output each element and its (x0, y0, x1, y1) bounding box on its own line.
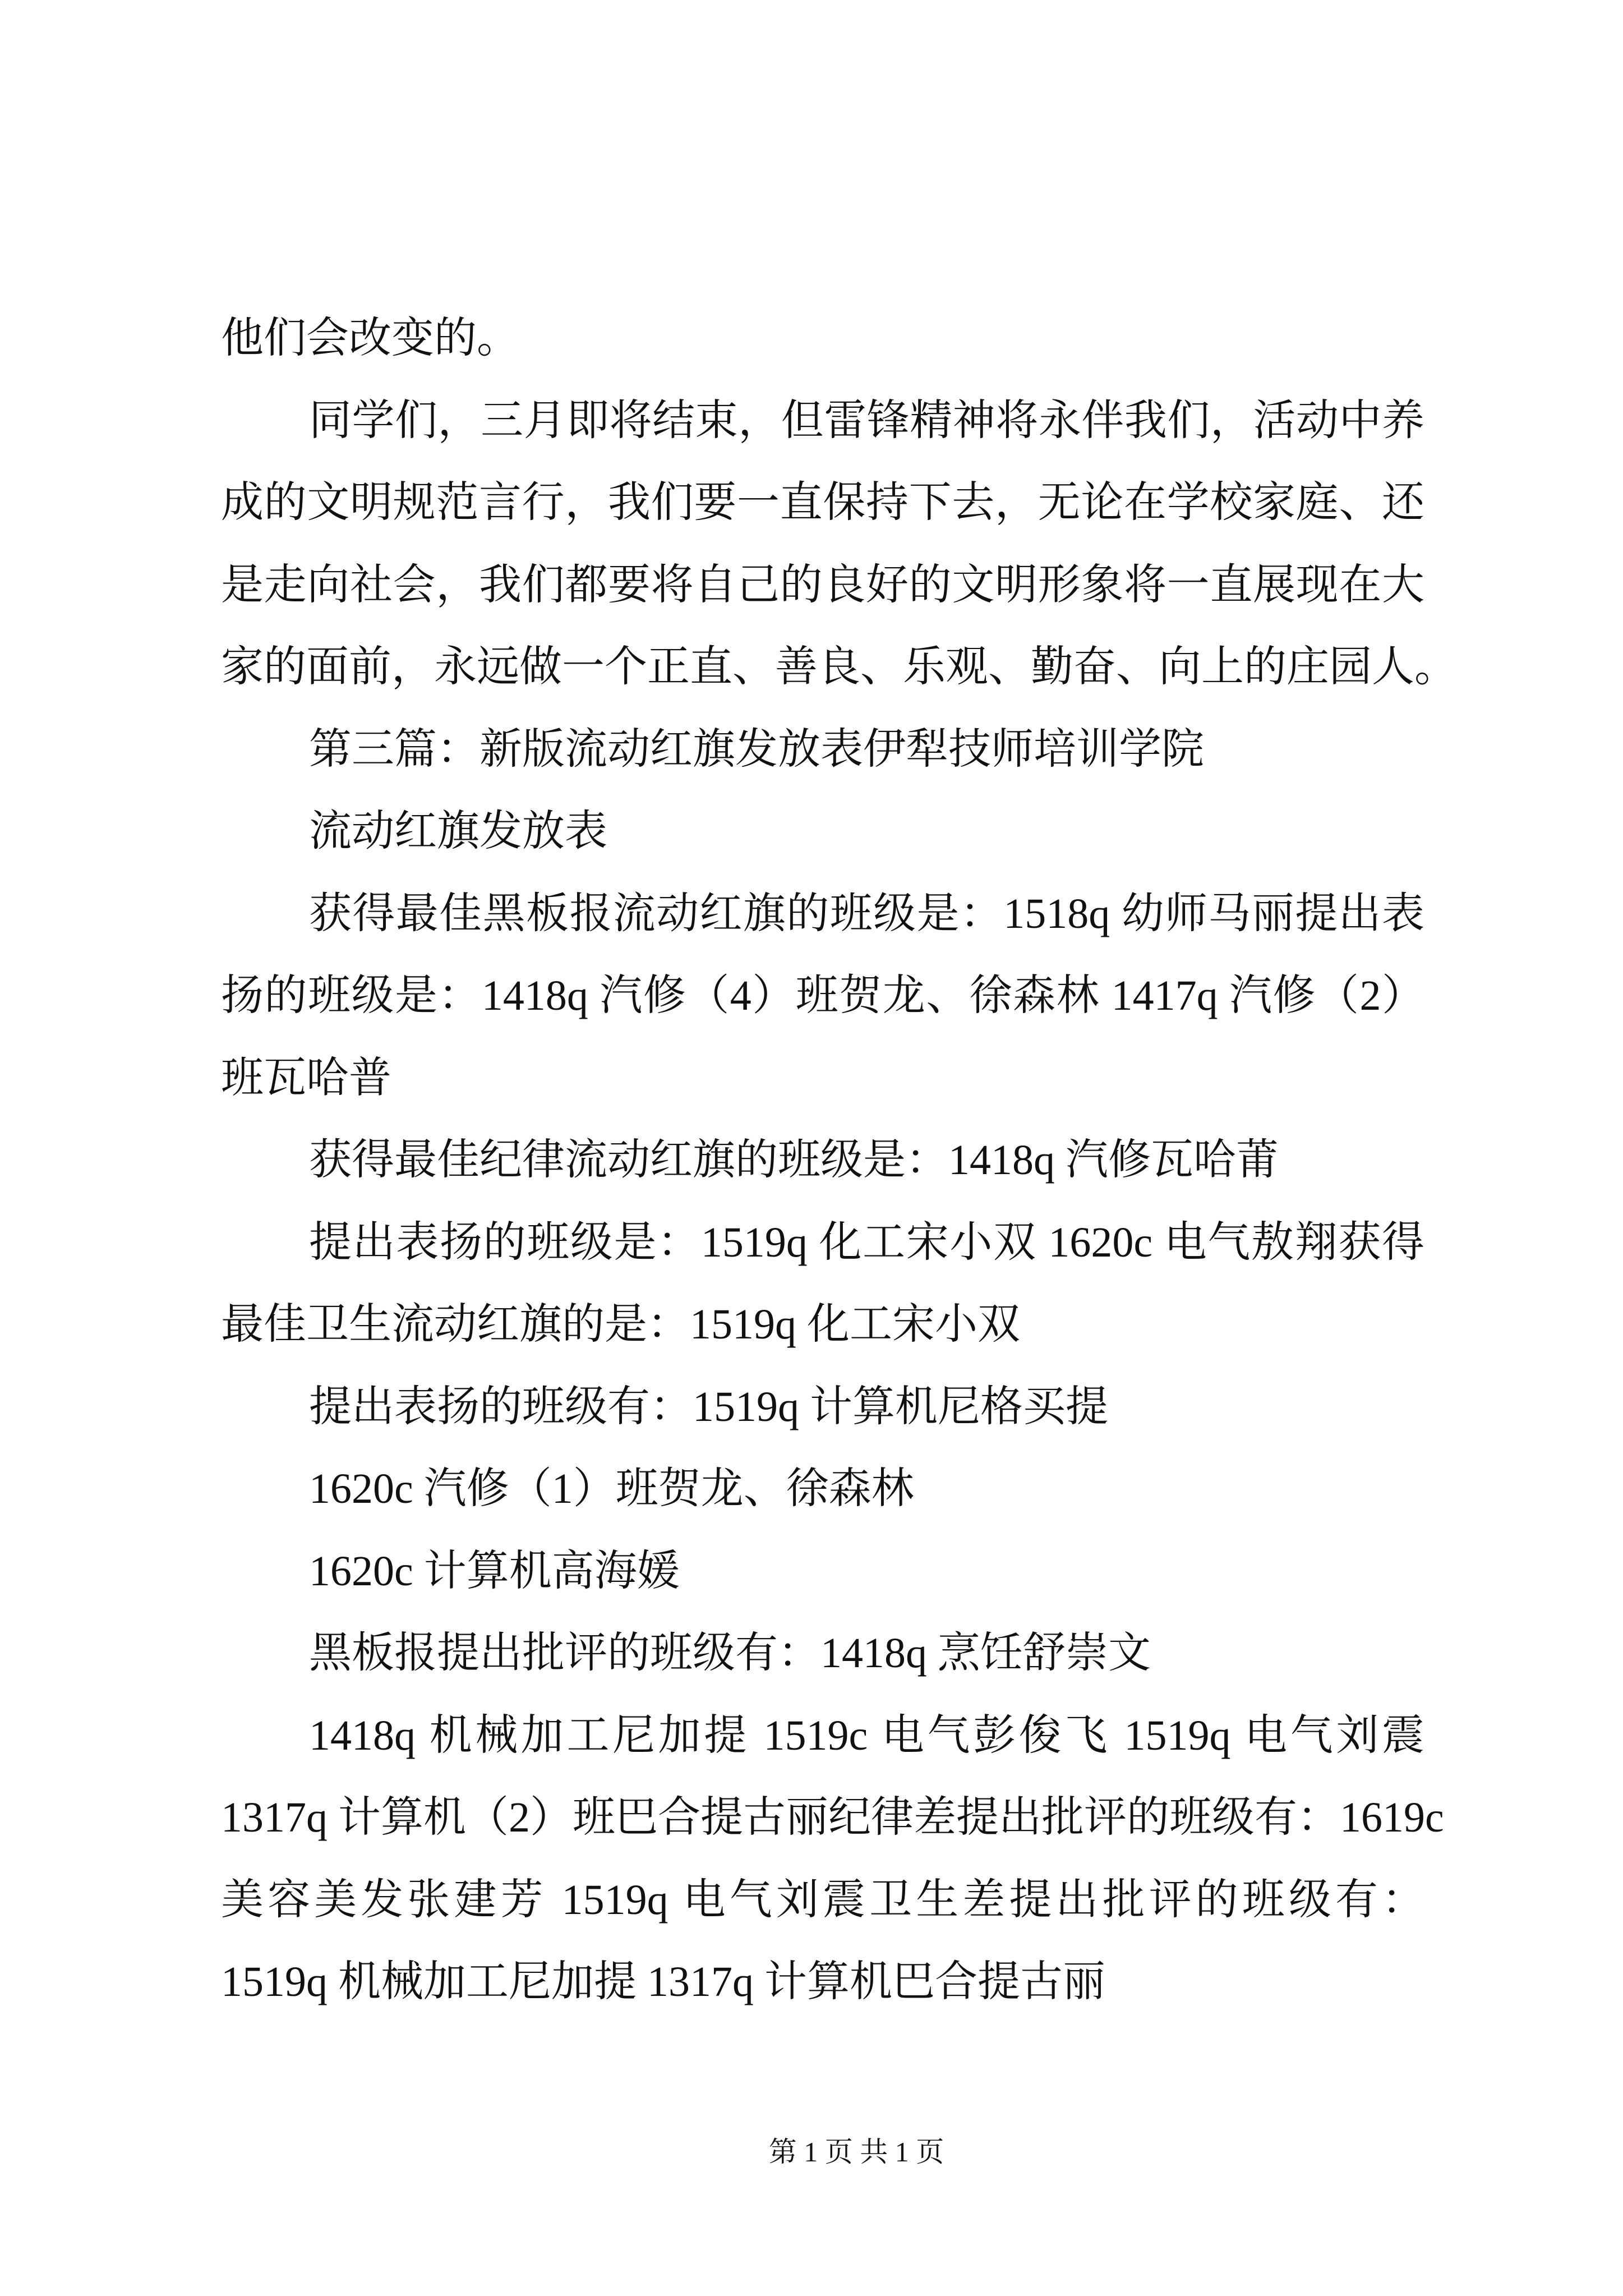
body-line: 扬的班级是：1418q 汽修（4）班贺龙、徐森林 1417q 汽修（2） (221, 972, 1424, 1019)
body-line: 他们会改变的。 (221, 315, 519, 362)
body-line: 家的面前，永远做一个正直、善良、乐观、勤奋、向上的庄园人。 (221, 643, 1457, 691)
body-line: 1418q 机械加工尼加提 1519c 电气彭俊飞 1519q 电气刘震 (309, 1711, 1424, 1759)
body-line: 成的文明规范言行，我们要一直保持下去，无论在学校家庭、还 (221, 479, 1424, 526)
body-line: 获得最佳黑板报流动红旗的班级是：1518q 幼师马丽提出表 (309, 890, 1424, 937)
body-line: 1317q 计算机（2）班巴合提古丽纪律差提出批评的班级有：1619c (221, 1794, 1444, 1841)
section-heading: 第三篇：新版流动红旗发放表伊犁技师培训学院 (309, 725, 1204, 773)
body-line: 提出表扬的班级有：1519q 计算机尼格买提 (309, 1383, 1108, 1430)
document-body (221, 297, 1457, 2023)
body-line: 美容美发张建芳 1519q 电气刘震卫生差提出批评的班级有： (221, 1876, 1424, 1924)
body-line: 同学们，三月即将结束，但雷锋精神将永伴我们，活动中养 (309, 397, 1424, 444)
body-line: 班瓦哈普 (221, 1054, 391, 1102)
table-title-line: 流动红旗发放表 (309, 808, 607, 855)
body-line: 黑板报提出批评的班级有：1418q 烹饪舒崇文 (309, 1630, 1151, 1677)
body-line: 是走向社会，我们都要将自己的良好的文明形象将一直展现在大 (221, 561, 1424, 609)
body-line: 获得最佳纪律流动红旗的班级是：1418q 汽修瓦哈莆 (309, 1137, 1279, 1184)
body-line: 提出表扬的班级是：1519q 化工宋小双 1620c 电气敖翔获得 (309, 1218, 1424, 1266)
page-footer: 第 1 页 共 1 页 (768, 2136, 944, 2168)
body-line: 1519q 机械加工尼加提 1317q 计算机巴合提古丽 (221, 1958, 1105, 2005)
body-line: 1620c 汽修（1）班贺龙、徐森林 (309, 1465, 914, 1512)
body-line: 最佳卫生流动红旗的是：1519q 化工宋小双 (221, 1301, 1020, 1348)
body-line: 1620c 计算机高海媛 (309, 1547, 680, 1595)
